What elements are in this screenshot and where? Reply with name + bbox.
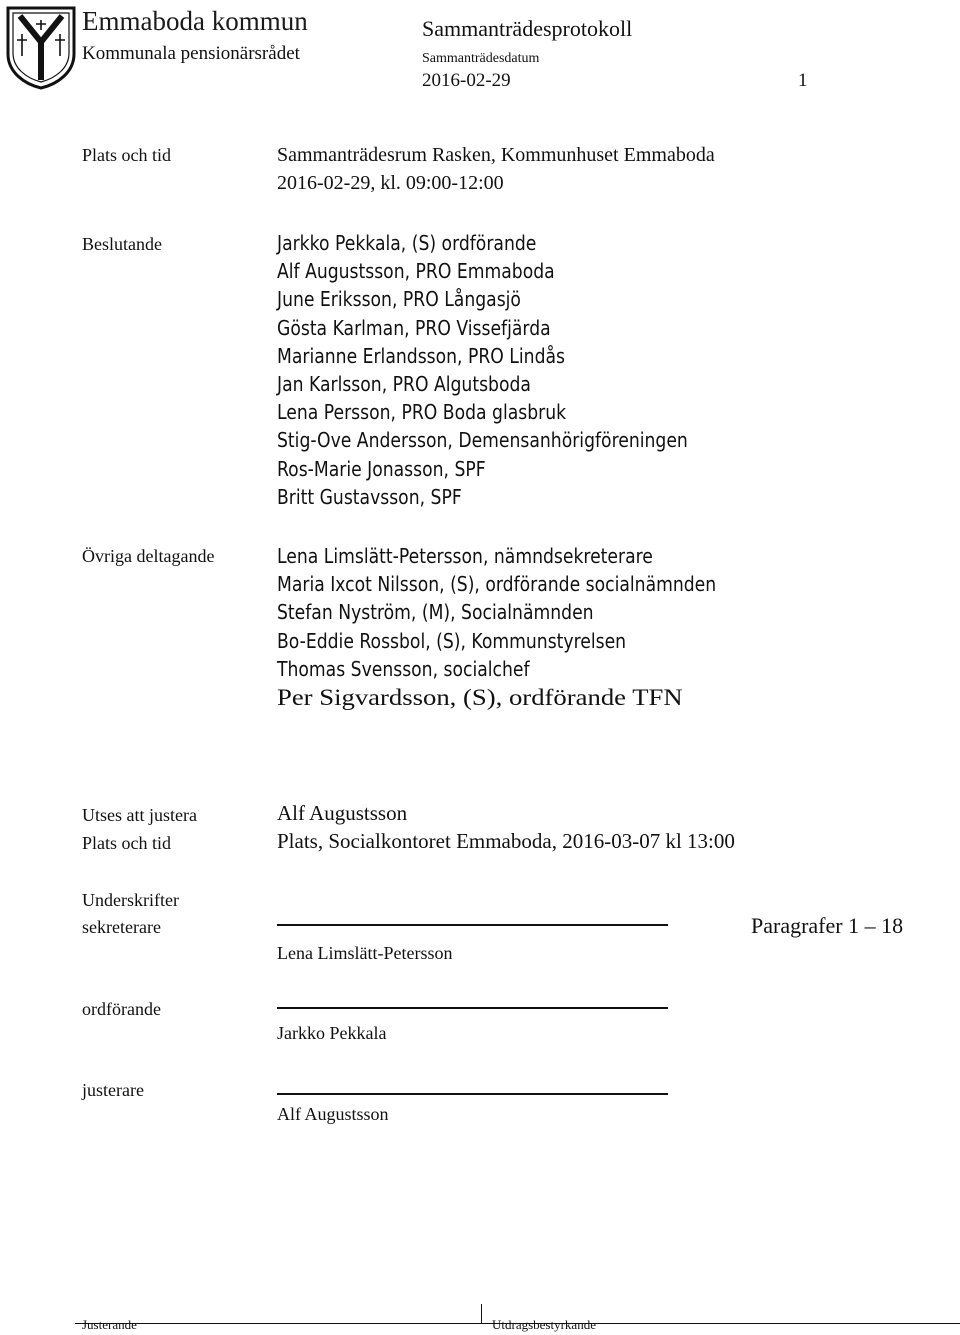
list-item: Lena Persson, PRO Boda glasbruk xyxy=(277,400,567,425)
decision-makers-list xyxy=(277,229,688,511)
place-time-label: Plats och tid xyxy=(82,145,171,165)
municipality-name: Emmaboda kommun xyxy=(82,6,308,36)
list-item: Jarkko Pekkala, (S) ordförande xyxy=(277,231,537,255)
signature-line xyxy=(277,1007,668,1009)
list-item: Stig-Ove Andersson, Demensanhörigföreningen xyxy=(277,428,688,453)
page-number: 1 xyxy=(798,70,808,91)
list-item: Alf Augustsson, PRO Emmaboda xyxy=(277,259,555,284)
paragraphs-range: Paragrafer 1 – 18 xyxy=(751,913,904,938)
list-item: Gösta Karlman, PRO Vissefjärda xyxy=(277,315,551,340)
signature-name: Jarkko Pekkala xyxy=(277,1023,387,1043)
list-item: June Eriksson, PRO Långasjö xyxy=(277,287,521,312)
footer-divider xyxy=(481,1304,482,1324)
time-line: 2016-02-29, kl. 09:00-12:00 xyxy=(277,172,504,195)
other-participants-label: Övriga deltagande xyxy=(82,546,215,566)
list-item: Bo-Eddie Rossbol, (S), Kommunstyrelsen xyxy=(277,628,627,653)
footer-justerande: Justerande xyxy=(82,1317,137,1332)
list-item: Thomas Svensson, socialchef xyxy=(277,656,530,681)
meeting-date: 2016-02-29 xyxy=(422,70,511,91)
adjuster-label: Utses att justera xyxy=(82,805,197,825)
decision-makers-label: Beslutande xyxy=(82,234,162,254)
list-item: Stefan Nyström, (M), Socialnämnden xyxy=(277,600,594,625)
footer-utdragsbestyrkande: Utdragsbestyrkande xyxy=(492,1317,596,1332)
document-title: Sammanträdesprotokoll xyxy=(422,16,633,41)
signature-line xyxy=(277,1093,668,1095)
date-label: Sammanträdesdatum xyxy=(422,51,540,66)
list-item: Ros-Marie Jonasson, SPF xyxy=(277,456,486,481)
signature-line xyxy=(277,924,668,926)
signatures-heading: Underskrifter xyxy=(82,890,179,910)
list-item: Maria Ixcot Nilsson, (S), ordförande socialnämnden xyxy=(277,572,717,597)
adjust-place-label: Plats och tid xyxy=(82,833,171,853)
list-item: Britt Gustavsson, SPF xyxy=(277,484,462,509)
signature-name: Lena Limslätt-Petersson xyxy=(277,943,453,963)
coat-of-arms-icon xyxy=(6,6,76,90)
signature-role: sekreterare xyxy=(82,917,161,937)
adjuster-name: Alf Augustsson xyxy=(277,801,408,825)
adjust-place-value: Plats, Socialkontoret Emmaboda, 2016-03-07 kl 13:00 xyxy=(277,829,735,853)
list-item: Jan Karlsson, PRO Algutsboda xyxy=(277,371,531,396)
list-item: Per Sigvardsson, (S), ordförande TFN xyxy=(277,685,683,710)
signature-name: Alf Augustsson xyxy=(277,1104,389,1124)
signature-role: ordförande xyxy=(82,999,161,1019)
place-line: Sammanträdesrum Rasken, Kommunhuset Emmaboda xyxy=(277,144,715,166)
list-item: Lena Limslätt-Petersson, nämndsekreterare xyxy=(277,544,653,568)
place-time-block xyxy=(277,141,715,197)
signature-role: justerare xyxy=(82,1080,144,1100)
other-participants-list xyxy=(277,542,716,683)
list-item: Marianne Erlandsson, PRO Lindås xyxy=(277,343,565,368)
council-name: Kommunala pensionärsrådet xyxy=(82,43,300,64)
